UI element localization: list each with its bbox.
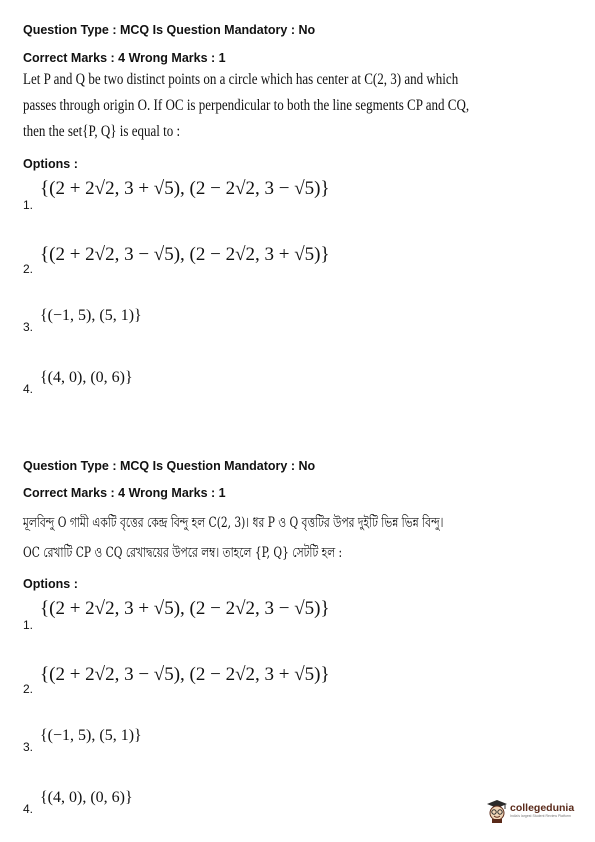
- option-text[interactable]: {(2 + 2√2, 3 + √5), (2 − 2√2, 3 − √5)}: [40, 178, 330, 199]
- option-text[interactable]: {(4, 0), (0, 6)}: [40, 789, 133, 806]
- option-text[interactable]: {(−1, 5), (5, 1)}: [40, 727, 142, 744]
- question-meta-marks: Correct Marks : 4 Wrong Marks : 1: [23, 486, 226, 500]
- option-number: 4.: [23, 802, 34, 816]
- options-label: Options :: [23, 157, 78, 171]
- question-meta-marks: Correct Marks : 4 Wrong Marks : 1: [23, 51, 226, 65]
- brand-tagline: India's largest Student Review Platform: [510, 814, 571, 818]
- graduate-mascot-icon: [486, 799, 508, 823]
- option-text[interactable]: {(2 + 2√2, 3 − √5), (2 − 2√2, 3 + √5)}: [40, 244, 330, 265]
- option-number: 2.: [23, 262, 34, 276]
- option-text[interactable]: {(−1, 5), (5, 1)}: [40, 307, 142, 324]
- option-number: 4.: [23, 382, 34, 396]
- option-number: 3.: [23, 320, 34, 334]
- option-text[interactable]: {(2 + 2√2, 3 + √5), (2 − 2√2, 3 − √5)}: [40, 598, 330, 619]
- option-text[interactable]: {(4, 0), (0, 6)}: [40, 369, 133, 386]
- options-label: Options :: [23, 577, 78, 591]
- option-number: 1.: [23, 618, 34, 632]
- question-text: Let P and Q be two distinct points on a circle which has center at C(2, 3) and which passes through origin O. If OC is perpendicular to both the line segments CP and CQ, then the set{P, Q} is equal to :: [23, 71, 470, 140]
- option-number: 1.: [23, 198, 34, 212]
- question-text: মূলবিন্দু O গামী একটি বৃত্তের কেন্দ্র বিন্দু হল C(2, 3)। ধর P ও Q বৃত্তটির উপর দুইটি ভিন্ন ভিন্ন বিন্দু। OC রেখাটি CP ও CQ রেখাদ্বয়ের উপরে লম্ব। তাহলে {P, Q} সেটটি হল :: [23, 515, 444, 561]
- brand-name: collegedunia: [510, 802, 575, 814]
- option-number: 2.: [23, 682, 34, 696]
- option-text[interactable]: {(2 + 2√2, 3 − √5), (2 − 2√2, 3 + √5)}: [40, 664, 330, 685]
- option-number: 3.: [23, 740, 34, 754]
- question-meta-type: Question Type : MCQ Is Question Mandatory : No: [23, 23, 316, 37]
- brand-logo: [486, 798, 590, 824]
- question-meta-type: Question Type : MCQ Is Question Mandatory : No: [23, 459, 316, 473]
